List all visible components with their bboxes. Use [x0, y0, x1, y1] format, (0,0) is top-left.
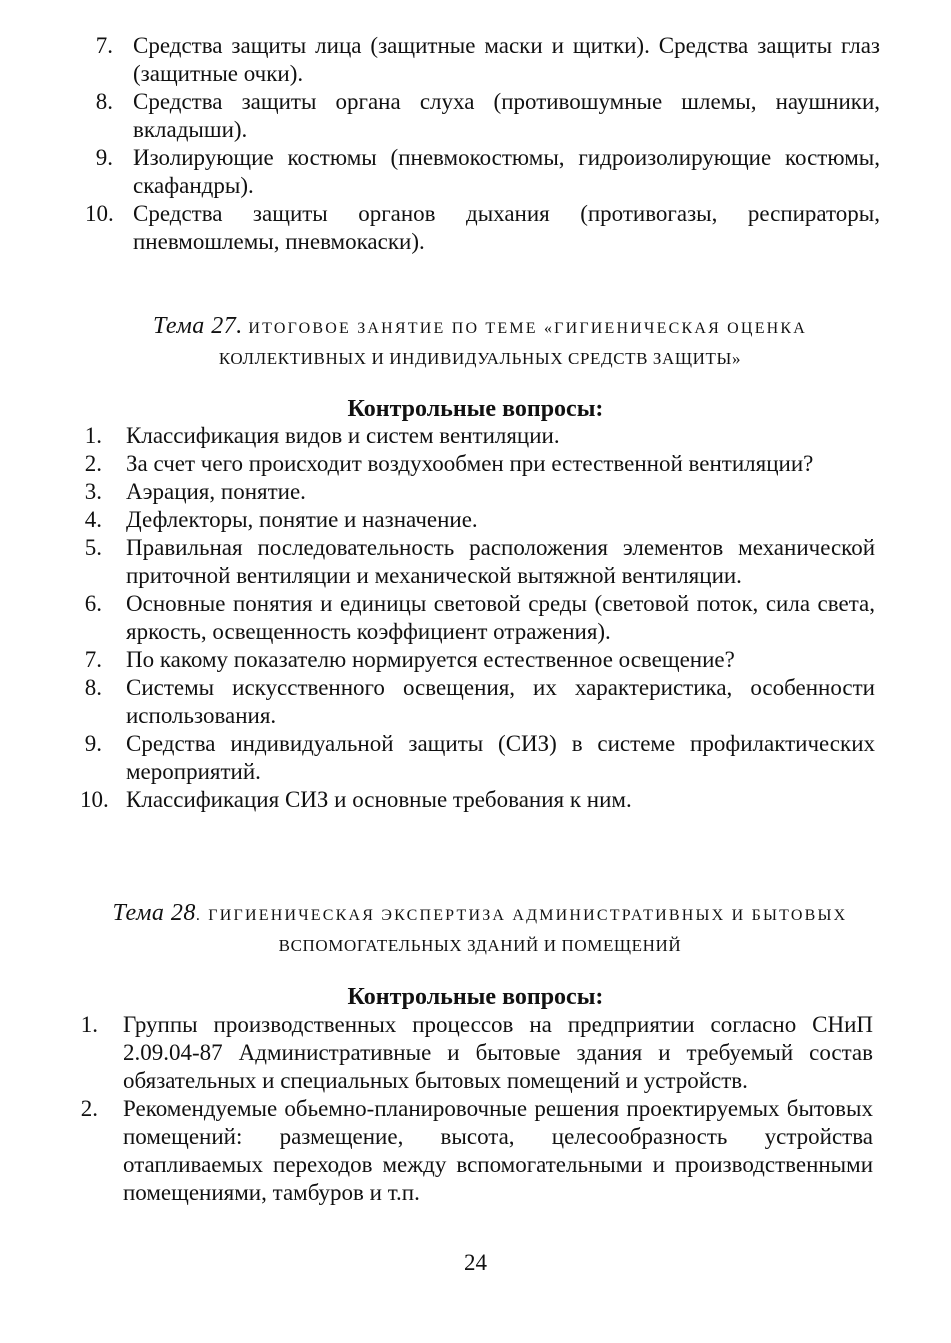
theme-28-title: [60, 899, 900, 960]
theme-28-title-line1: . ГИГИЕНИЧЕСКАЯ ЭКСПЕРТИЗА АДМИНИСТРАТИВНЫХ И БЫТОВЫХ: [195, 907, 848, 924]
list-item-text: Средства защиты лица (защитные маски и щитки). Средства защиты глаз (защитные очки).: [133, 33, 880, 86]
question-text: Классификация видов и систем вентиляции.: [126, 423, 560, 448]
question-text: Группы производственных процессов на предприятии согласно СНиП 2.09.04-87 Административные и бытовые здания и требуемый состав обязательных и специальных бытовых помещений и устройств.: [123, 1012, 873, 1093]
question-number: 9.: [84, 731, 102, 756]
question-item: [80, 450, 875, 478]
theme-28-label: Тема 28: [112, 900, 196, 926]
question-item: [80, 534, 875, 590]
list-item-number: 8.: [95, 89, 113, 114]
question-text: Средства индивидуальной защиты (СИЗ) в системе профилактических мероприятий.: [126, 731, 875, 784]
theme-27-label: Тема 27.: [152, 313, 243, 339]
list-item: [85, 32, 880, 88]
question-text: За счет чего происходит воздухообмен при естественной вентиляции?: [126, 451, 814, 476]
question-item: [80, 478, 875, 506]
theme-27-title-line1: ИТОГОВОЕ ЗАНЯТИЕ ПО ТЕМЕ «ГИГИЕНИЧЕСКАЯ ОЦЕНКА: [248, 320, 808, 337]
question-item: [78, 1011, 873, 1095]
question-item: [80, 674, 875, 730]
question-number: 5.: [84, 535, 102, 560]
question-item: [80, 730, 875, 786]
question-text: Дефлекторы, понятие и назначение.: [126, 507, 478, 532]
question-number: 1.: [84, 423, 102, 448]
list-item-number: 7.: [95, 33, 113, 58]
question-text: По какому показателю нормируется естественное освещение?: [126, 647, 735, 672]
theme-27-title-line2: КОЛЛЕКТИВНЫХ И ИНДИВИДУАЛЬНЫХ СРЕДСТВ ЗАЩИТЫ»: [218, 349, 742, 368]
page-number: 24: [464, 1250, 487, 1275]
list-item: [85, 144, 880, 200]
question-text: Классификация СИЗ и основные требования к ним.: [126, 787, 632, 812]
questions-27-list: [80, 422, 875, 814]
questions-28-heading: Контрольные вопросы:: [347, 984, 604, 1010]
theme-27-title: [60, 312, 900, 373]
question-item: [78, 1095, 873, 1207]
question-text: Аэрация, понятие.: [126, 479, 306, 504]
question-item: [80, 422, 875, 450]
question-number: 4.: [84, 507, 102, 532]
question-number: 2.: [84, 451, 102, 476]
question-text: Рекомендуемые обьемно-планировочные решения проектируемых бытовых помещений: размещение, высота, целесообразность устройства отапливаемых переходов между вспомогательными и производственными помещениями, тамбуров и т.п.: [123, 1096, 873, 1205]
question-item: [80, 506, 875, 534]
question-number: 2.: [80, 1096, 98, 1121]
list-item-text: Средства защиты органа слуха (противошумные шлемы, наушники, вкладыши).: [133, 89, 880, 142]
question-text: Системы искусственного освещения, их характеристика, особенности использования.: [126, 675, 875, 728]
list-item: [85, 88, 880, 144]
questions-28-list: [78, 1011, 873, 1207]
protective-means-list: [85, 32, 880, 256]
question-number: 8.: [84, 675, 102, 700]
theme-27-line1: [60, 312, 900, 343]
question-number: 7.: [84, 647, 102, 672]
list-item-number: 10.: [85, 201, 114, 226]
question-text: Правильная последовательность расположения элементов механической приточной вентиляции и механической вытяжной вентиляции.: [126, 535, 875, 588]
question-number: 1.: [80, 1012, 98, 1037]
question-number: 10.: [80, 787, 109, 812]
question-text: Основные понятия и единицы световой среды (световой поток, сила света, яркость, освещенность коэффициент отражения).: [126, 591, 875, 644]
theme-28-title-line2: ВСПОМОГАТЕЛЬНЫХ ЗДАНИЙ И ПОМЕЩЕНИЙ: [278, 936, 682, 955]
question-item: [80, 646, 875, 674]
questions-27-heading: Контрольные вопросы:: [347, 396, 604, 422]
question-number: 6.: [84, 591, 102, 616]
list-item-number: 9.: [95, 145, 113, 170]
question-item: [80, 786, 875, 814]
question-number: 3.: [84, 479, 102, 504]
list-item-text: Изолирующие костюмы (пневмокостюмы, гидроизолирующие костюмы, скафандры).: [133, 145, 880, 198]
question-item: [80, 590, 875, 646]
theme-28-line1: [60, 899, 900, 930]
list-item: [85, 200, 880, 256]
list-item-text: Средства защиты органов дыхания (противогазы, респираторы, пневмошлемы, пневмокаски).: [133, 201, 880, 254]
